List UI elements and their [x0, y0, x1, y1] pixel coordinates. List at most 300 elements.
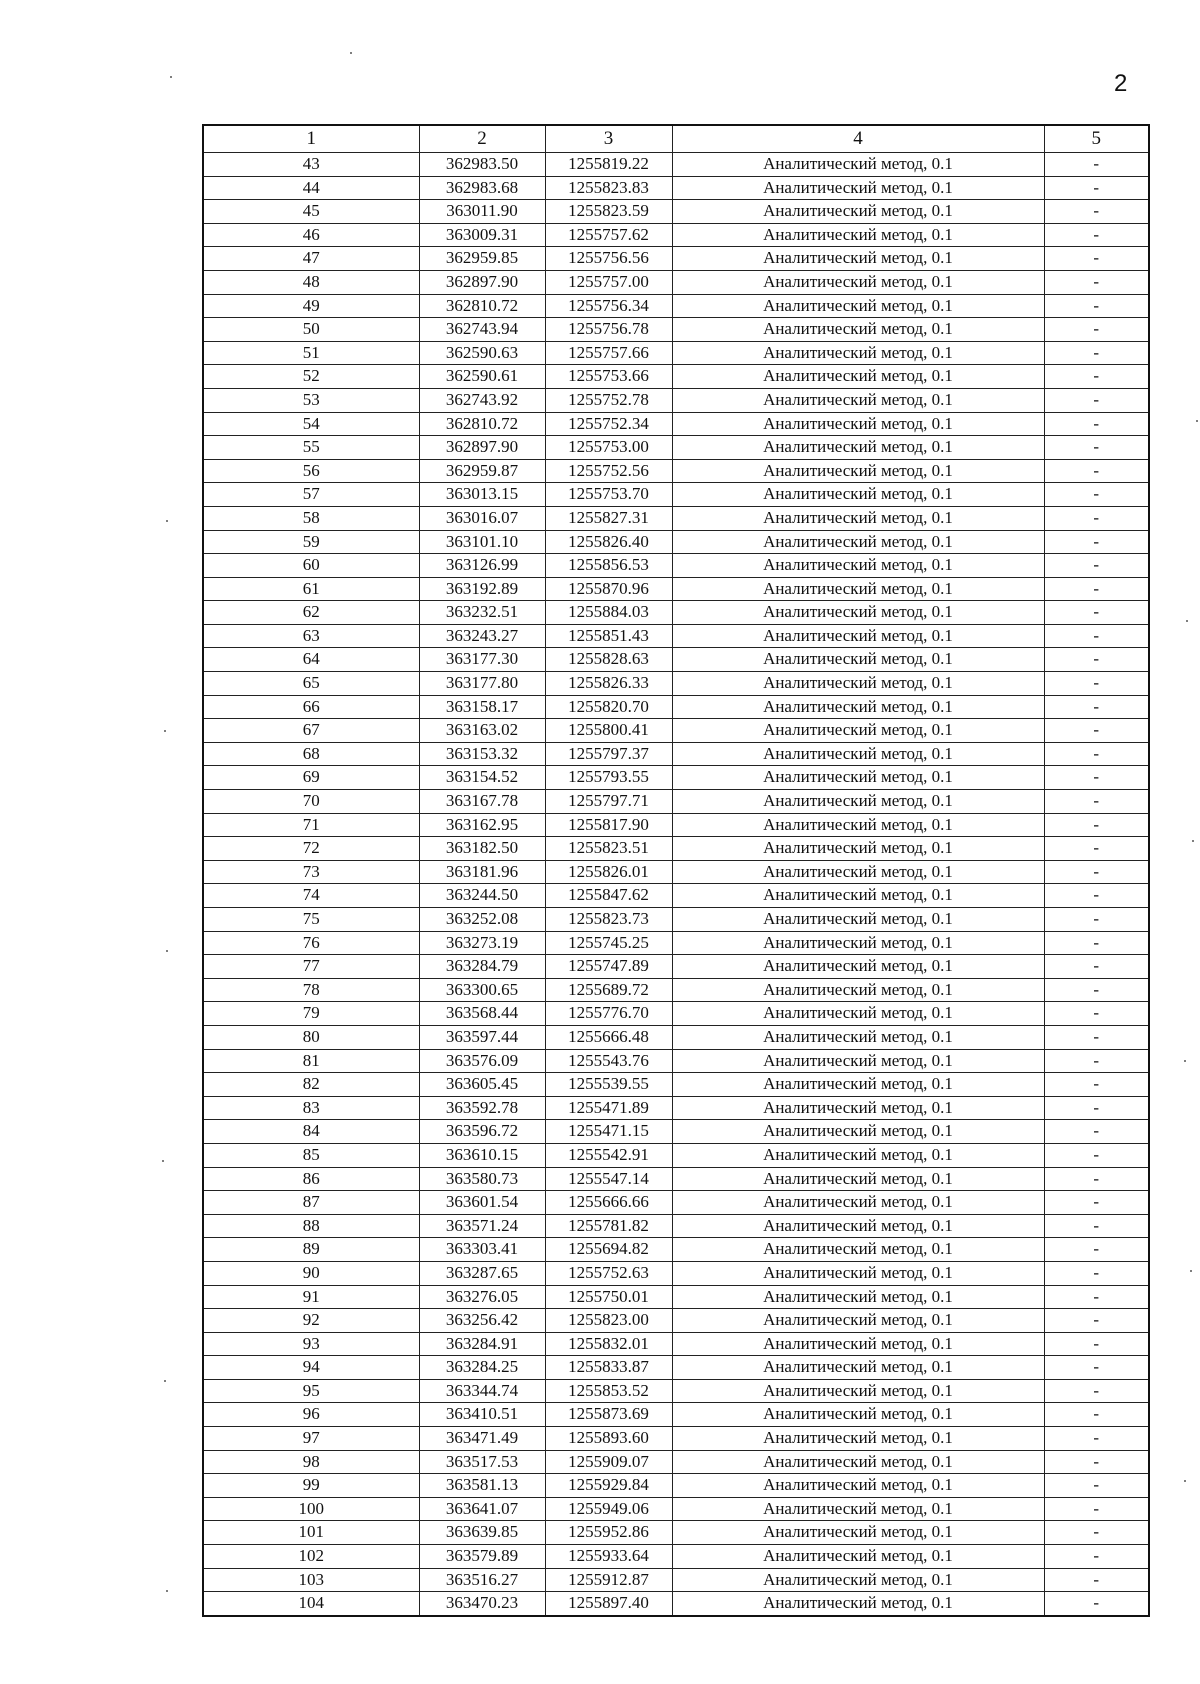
note-cell: - — [1044, 1545, 1149, 1569]
method-cell: Аналитический метод, 0.1 — [672, 577, 1044, 601]
y-coordinate-cell: 1255832.01 — [545, 1332, 672, 1356]
x-coordinate-cell: 363303.41 — [419, 1238, 545, 1262]
note-cell: - — [1044, 1143, 1149, 1167]
note-cell: - — [1044, 648, 1149, 672]
note-cell: - — [1044, 1025, 1149, 1049]
x-coordinate-cell: 363470.23 — [419, 1592, 545, 1616]
row-number-cell: 103 — [203, 1568, 419, 1592]
note-cell: - — [1044, 955, 1149, 979]
row-number-cell: 79 — [203, 1002, 419, 1026]
row-number-cell: 83 — [203, 1096, 419, 1120]
table-row — [203, 459, 1149, 483]
y-coordinate-cell: 1255933.64 — [545, 1545, 672, 1569]
y-coordinate-cell: 1255757.62 — [545, 223, 672, 247]
y-coordinate-cell: 1255471.15 — [545, 1120, 672, 1144]
row-number-cell: 100 — [203, 1497, 419, 1521]
note-cell: - — [1044, 1309, 1149, 1333]
header-col-1: 1 — [203, 125, 419, 153]
note-cell: - — [1044, 672, 1149, 696]
note-cell: - — [1044, 908, 1149, 932]
method-cell: Аналитический метод, 0.1 — [672, 1214, 1044, 1238]
method-cell: Аналитический метод, 0.1 — [672, 294, 1044, 318]
x-coordinate-cell: 363126.99 — [419, 554, 545, 578]
row-number-cell: 101 — [203, 1521, 419, 1545]
row-number-cell: 72 — [203, 837, 419, 861]
row-number-cell: 97 — [203, 1427, 419, 1451]
table-row — [203, 742, 1149, 766]
method-cell: Аналитический метод, 0.1 — [672, 247, 1044, 271]
note-cell: - — [1044, 742, 1149, 766]
row-number-cell: 62 — [203, 601, 419, 625]
row-number-cell: 75 — [203, 908, 419, 932]
table-row — [203, 1167, 1149, 1191]
x-coordinate-cell: 363273.19 — [419, 931, 545, 955]
scan-speck — [1186, 620, 1188, 622]
note-cell: - — [1044, 554, 1149, 578]
method-cell: Аналитический метод, 0.1 — [672, 1096, 1044, 1120]
note-cell: - — [1044, 1191, 1149, 1215]
row-number-cell: 53 — [203, 388, 419, 412]
table-row — [203, 672, 1149, 696]
table-row — [203, 1545, 1149, 1569]
method-cell: Аналитический метод, 0.1 — [672, 412, 1044, 436]
table-row — [203, 837, 1149, 861]
note-cell: - — [1044, 223, 1149, 247]
table-row — [203, 1096, 1149, 1120]
table-row — [203, 1002, 1149, 1026]
method-cell: Аналитический метод, 0.1 — [672, 908, 1044, 932]
row-number-cell: 91 — [203, 1285, 419, 1309]
y-coordinate-cell: 1255666.48 — [545, 1025, 672, 1049]
x-coordinate-cell: 363568.44 — [419, 1002, 545, 1026]
y-coordinate-cell: 1255753.00 — [545, 436, 672, 460]
x-coordinate-cell: 363410.51 — [419, 1403, 545, 1427]
row-number-cell: 47 — [203, 247, 419, 271]
table-row — [203, 270, 1149, 294]
row-number-cell: 90 — [203, 1261, 419, 1285]
table-row — [203, 1261, 1149, 1285]
table-row — [203, 884, 1149, 908]
x-coordinate-cell: 363596.72 — [419, 1120, 545, 1144]
table-row — [203, 1427, 1149, 1451]
method-cell: Аналитический метод, 0.1 — [672, 1261, 1044, 1285]
note-cell: - — [1044, 860, 1149, 884]
row-number-cell: 48 — [203, 270, 419, 294]
page-number: 2 — [1114, 70, 1128, 97]
method-cell: Аналитический метод, 0.1 — [672, 1238, 1044, 1262]
y-coordinate-cell: 1255547.14 — [545, 1167, 672, 1191]
table-row — [203, 1143, 1149, 1167]
method-cell: Аналитический метод, 0.1 — [672, 672, 1044, 696]
note-cell: - — [1044, 459, 1149, 483]
row-number-cell: 93 — [203, 1332, 419, 1356]
table-row — [203, 223, 1149, 247]
table-row — [203, 176, 1149, 200]
method-cell: Аналитический метод, 0.1 — [672, 200, 1044, 224]
x-coordinate-cell: 363181.96 — [419, 860, 545, 884]
table-row — [203, 648, 1149, 672]
method-cell: Аналитический метод, 0.1 — [672, 270, 1044, 294]
x-coordinate-cell: 363284.79 — [419, 955, 545, 979]
x-coordinate-cell: 363516.27 — [419, 1568, 545, 1592]
method-cell: Аналитический метод, 0.1 — [672, 860, 1044, 884]
method-cell: Аналитический метод, 0.1 — [672, 624, 1044, 648]
row-number-cell: 88 — [203, 1214, 419, 1238]
x-coordinate-cell: 362959.85 — [419, 247, 545, 271]
scan-speck — [166, 1590, 168, 1592]
y-coordinate-cell: 1255543.76 — [545, 1049, 672, 1073]
coordinates-table — [202, 124, 1150, 1617]
x-coordinate-cell: 363581.13 — [419, 1474, 545, 1498]
method-cell: Аналитический метод, 0.1 — [672, 1403, 1044, 1427]
note-cell: - — [1044, 1332, 1149, 1356]
x-coordinate-cell: 362983.50 — [419, 153, 545, 177]
method-cell: Аналитический метод, 0.1 — [672, 978, 1044, 1002]
method-cell: Аналитический метод, 0.1 — [672, 1474, 1044, 1498]
table-row — [203, 1049, 1149, 1073]
y-coordinate-cell: 1255827.31 — [545, 506, 672, 530]
method-cell: Аналитический метод, 0.1 — [672, 601, 1044, 625]
method-cell: Аналитический метод, 0.1 — [672, 1025, 1044, 1049]
y-coordinate-cell: 1255797.37 — [545, 742, 672, 766]
row-number-cell: 50 — [203, 318, 419, 342]
row-number-cell: 73 — [203, 860, 419, 884]
x-coordinate-cell: 363641.07 — [419, 1497, 545, 1521]
row-number-cell: 67 — [203, 719, 419, 743]
table-row — [203, 388, 1149, 412]
table-row — [203, 365, 1149, 389]
x-coordinate-cell: 363576.09 — [419, 1049, 545, 1073]
table-row — [203, 1073, 1149, 1097]
table-row — [203, 1120, 1149, 1144]
table-row — [203, 554, 1149, 578]
note-cell: - — [1044, 1214, 1149, 1238]
table-row — [203, 1285, 1149, 1309]
row-number-cell: 81 — [203, 1049, 419, 1073]
method-cell: Аналитический метод, 0.1 — [672, 1073, 1044, 1097]
x-coordinate-cell: 363300.65 — [419, 978, 545, 1002]
row-number-cell: 82 — [203, 1073, 419, 1097]
y-coordinate-cell: 1255823.00 — [545, 1309, 672, 1333]
y-coordinate-cell: 1255823.59 — [545, 200, 672, 224]
note-cell: - — [1044, 1568, 1149, 1592]
note-cell: - — [1044, 1261, 1149, 1285]
note-cell: - — [1044, 1049, 1149, 1073]
note-cell: - — [1044, 1167, 1149, 1191]
scan-speck — [164, 730, 166, 732]
note-cell: - — [1044, 1592, 1149, 1616]
row-number-cell: 89 — [203, 1238, 419, 1262]
y-coordinate-cell: 1255909.07 — [545, 1450, 672, 1474]
x-coordinate-cell: 363605.45 — [419, 1073, 545, 1097]
y-coordinate-cell: 1255745.25 — [545, 931, 672, 955]
table-row — [203, 1403, 1149, 1427]
y-coordinate-cell: 1255797.71 — [545, 790, 672, 814]
method-cell: Аналитический метод, 0.1 — [672, 1497, 1044, 1521]
row-number-cell: 86 — [203, 1167, 419, 1191]
scan-speck — [1184, 1480, 1186, 1482]
note-cell: - — [1044, 153, 1149, 177]
table-row — [203, 1521, 1149, 1545]
y-coordinate-cell: 1255826.01 — [545, 860, 672, 884]
note-cell: - — [1044, 176, 1149, 200]
note-cell: - — [1044, 483, 1149, 507]
x-coordinate-cell: 363244.50 — [419, 884, 545, 908]
x-coordinate-cell: 363256.42 — [419, 1309, 545, 1333]
note-cell: - — [1044, 318, 1149, 342]
method-cell: Аналитический метод, 0.1 — [672, 1545, 1044, 1569]
method-cell: Аналитический метод, 0.1 — [672, 153, 1044, 177]
table-row — [203, 1568, 1149, 1592]
row-number-cell: 49 — [203, 294, 419, 318]
row-number-cell: 104 — [203, 1592, 419, 1616]
method-cell: Аналитический метод, 0.1 — [672, 1592, 1044, 1616]
table-row — [203, 483, 1149, 507]
x-coordinate-cell: 363344.74 — [419, 1379, 545, 1403]
method-cell: Аналитический метод, 0.1 — [672, 506, 1044, 530]
y-coordinate-cell: 1255750.01 — [545, 1285, 672, 1309]
x-coordinate-cell: 363162.95 — [419, 813, 545, 837]
method-cell: Аналитический метод, 0.1 — [672, 1191, 1044, 1215]
x-coordinate-cell: 363167.78 — [419, 790, 545, 814]
y-coordinate-cell: 1255873.69 — [545, 1403, 672, 1427]
note-cell: - — [1044, 790, 1149, 814]
y-coordinate-cell: 1255793.55 — [545, 766, 672, 790]
y-coordinate-cell: 1255823.51 — [545, 837, 672, 861]
y-coordinate-cell: 1255823.73 — [545, 908, 672, 932]
table-row — [203, 860, 1149, 884]
note-cell: - — [1044, 388, 1149, 412]
note-cell: - — [1044, 884, 1149, 908]
method-cell: Аналитический метод, 0.1 — [672, 1120, 1044, 1144]
method-cell: Аналитический метод, 0.1 — [672, 1521, 1044, 1545]
x-coordinate-cell: 362743.94 — [419, 318, 545, 342]
y-coordinate-cell: 1255856.53 — [545, 554, 672, 578]
x-coordinate-cell: 363639.85 — [419, 1521, 545, 1545]
row-number-cell: 58 — [203, 506, 419, 530]
x-coordinate-cell: 363580.73 — [419, 1167, 545, 1191]
y-coordinate-cell: 1255897.40 — [545, 1592, 672, 1616]
y-coordinate-cell: 1255819.22 — [545, 153, 672, 177]
row-number-cell: 70 — [203, 790, 419, 814]
table-row — [203, 341, 1149, 365]
x-coordinate-cell: 363101.10 — [419, 530, 545, 554]
x-coordinate-cell: 363016.07 — [419, 506, 545, 530]
y-coordinate-cell: 1255929.84 — [545, 1474, 672, 1498]
row-number-cell: 102 — [203, 1545, 419, 1569]
method-cell: Аналитический метод, 0.1 — [672, 436, 1044, 460]
table-row — [203, 294, 1149, 318]
table-row — [203, 1450, 1149, 1474]
x-coordinate-cell: 362810.72 — [419, 412, 545, 436]
row-number-cell: 61 — [203, 577, 419, 601]
method-cell: Аналитический метод, 0.1 — [672, 931, 1044, 955]
note-cell: - — [1044, 1474, 1149, 1498]
y-coordinate-cell: 1255776.70 — [545, 1002, 672, 1026]
x-coordinate-cell: 363592.78 — [419, 1096, 545, 1120]
y-coordinate-cell: 1255752.56 — [545, 459, 672, 483]
x-coordinate-cell: 363287.65 — [419, 1261, 545, 1285]
y-coordinate-cell: 1255752.63 — [545, 1261, 672, 1285]
y-coordinate-cell: 1255752.78 — [545, 388, 672, 412]
table-row — [203, 1309, 1149, 1333]
y-coordinate-cell: 1255753.70 — [545, 483, 672, 507]
note-cell: - — [1044, 270, 1149, 294]
scan-speck — [164, 1380, 166, 1382]
method-cell: Аналитический метод, 0.1 — [672, 955, 1044, 979]
note-cell: - — [1044, 1073, 1149, 1097]
y-coordinate-cell: 1255756.56 — [545, 247, 672, 271]
x-coordinate-cell: 363610.15 — [419, 1143, 545, 1167]
method-cell: Аналитический метод, 0.1 — [672, 388, 1044, 412]
x-coordinate-cell: 363601.54 — [419, 1191, 545, 1215]
y-coordinate-cell: 1255753.66 — [545, 365, 672, 389]
row-number-cell: 45 — [203, 200, 419, 224]
table-row — [203, 1332, 1149, 1356]
note-cell: - — [1044, 1002, 1149, 1026]
y-coordinate-cell: 1255781.82 — [545, 1214, 672, 1238]
note-cell: - — [1044, 1379, 1149, 1403]
x-coordinate-cell: 363013.15 — [419, 483, 545, 507]
table-row — [203, 1497, 1149, 1521]
table-row — [203, 1592, 1149, 1616]
header-col-2: 2 — [419, 125, 545, 153]
row-number-cell: 69 — [203, 766, 419, 790]
method-cell: Аналитический метод, 0.1 — [672, 1167, 1044, 1191]
method-cell: Аналитический метод, 0.1 — [672, 1356, 1044, 1380]
x-coordinate-cell: 363232.51 — [419, 601, 545, 625]
table-row — [203, 530, 1149, 554]
table-body — [203, 153, 1149, 1616]
note-cell: - — [1044, 365, 1149, 389]
x-coordinate-cell: 362897.90 — [419, 270, 545, 294]
y-coordinate-cell: 1255912.87 — [545, 1568, 672, 1592]
y-coordinate-cell: 1255757.66 — [545, 341, 672, 365]
x-coordinate-cell: 363158.17 — [419, 695, 545, 719]
table-row — [203, 1379, 1149, 1403]
method-cell: Аналитический метод, 0.1 — [672, 365, 1044, 389]
scan-speck — [166, 950, 168, 952]
note-cell: - — [1044, 412, 1149, 436]
x-coordinate-cell: 362983.68 — [419, 176, 545, 200]
row-number-cell: 52 — [203, 365, 419, 389]
note-cell: - — [1044, 931, 1149, 955]
x-coordinate-cell: 363154.52 — [419, 766, 545, 790]
y-coordinate-cell: 1255756.78 — [545, 318, 672, 342]
note-cell: - — [1044, 601, 1149, 625]
x-coordinate-cell: 362590.61 — [419, 365, 545, 389]
row-number-cell: 71 — [203, 813, 419, 837]
note-cell: - — [1044, 1427, 1149, 1451]
header-col-5: 5 — [1044, 125, 1149, 153]
x-coordinate-cell: 362810.72 — [419, 294, 545, 318]
x-coordinate-cell: 363243.27 — [419, 624, 545, 648]
y-coordinate-cell: 1255826.33 — [545, 672, 672, 696]
scan-speck — [1196, 420, 1198, 422]
y-coordinate-cell: 1255689.72 — [545, 978, 672, 1002]
y-coordinate-cell: 1255884.03 — [545, 601, 672, 625]
method-cell: Аналитический метод, 0.1 — [672, 530, 1044, 554]
method-cell: Аналитический метод, 0.1 — [672, 459, 1044, 483]
y-coordinate-cell: 1255800.41 — [545, 719, 672, 743]
scan-speck — [1190, 1270, 1192, 1272]
y-coordinate-cell: 1255952.86 — [545, 1521, 672, 1545]
row-number-cell: 92 — [203, 1309, 419, 1333]
method-cell: Аналитический метод, 0.1 — [672, 223, 1044, 247]
method-cell: Аналитический метод, 0.1 — [672, 884, 1044, 908]
note-cell: - — [1044, 294, 1149, 318]
y-coordinate-cell: 1255823.83 — [545, 176, 672, 200]
table-row — [203, 1474, 1149, 1498]
method-cell: Аналитический метод, 0.1 — [672, 695, 1044, 719]
method-cell: Аналитический метод, 0.1 — [672, 554, 1044, 578]
table-row — [203, 719, 1149, 743]
y-coordinate-cell: 1255747.89 — [545, 955, 672, 979]
method-cell: Аналитический метод, 0.1 — [672, 837, 1044, 861]
method-cell: Аналитический метод, 0.1 — [672, 1285, 1044, 1309]
y-coordinate-cell: 1255539.55 — [545, 1073, 672, 1097]
row-number-cell: 64 — [203, 648, 419, 672]
row-number-cell: 74 — [203, 884, 419, 908]
table-row — [203, 1191, 1149, 1215]
method-cell: Аналитический метод, 0.1 — [672, 176, 1044, 200]
method-cell: Аналитический метод, 0.1 — [672, 1002, 1044, 1026]
y-coordinate-cell: 1255847.62 — [545, 884, 672, 908]
method-cell: Аналитический метод, 0.1 — [672, 1568, 1044, 1592]
y-coordinate-cell: 1255694.82 — [545, 1238, 672, 1262]
row-number-cell: 68 — [203, 742, 419, 766]
y-coordinate-cell: 1255853.52 — [545, 1379, 672, 1403]
table-row — [203, 1214, 1149, 1238]
x-coordinate-cell: 363177.30 — [419, 648, 545, 672]
note-cell: - — [1044, 1238, 1149, 1262]
y-coordinate-cell: 1255826.40 — [545, 530, 672, 554]
y-coordinate-cell: 1255828.63 — [545, 648, 672, 672]
y-coordinate-cell: 1255471.89 — [545, 1096, 672, 1120]
row-number-cell: 63 — [203, 624, 419, 648]
row-number-cell: 84 — [203, 1120, 419, 1144]
header-col-4: 4 — [672, 125, 1044, 153]
table-row — [203, 247, 1149, 271]
y-coordinate-cell: 1255949.06 — [545, 1497, 672, 1521]
table-row — [203, 577, 1149, 601]
scan-speck — [350, 52, 352, 54]
x-coordinate-cell: 363284.25 — [419, 1356, 545, 1380]
table-row — [203, 931, 1149, 955]
note-cell: - — [1044, 978, 1149, 1002]
table-row — [203, 766, 1149, 790]
note-cell: - — [1044, 1497, 1149, 1521]
note-cell: - — [1044, 247, 1149, 271]
y-coordinate-cell: 1255756.34 — [545, 294, 672, 318]
method-cell: Аналитический метод, 0.1 — [672, 1143, 1044, 1167]
method-cell: Аналитический метод, 0.1 — [672, 1379, 1044, 1403]
y-coordinate-cell: 1255666.66 — [545, 1191, 672, 1215]
method-cell: Аналитический метод, 0.1 — [672, 790, 1044, 814]
note-cell: - — [1044, 1356, 1149, 1380]
note-cell: - — [1044, 341, 1149, 365]
table-row — [203, 978, 1149, 1002]
row-number-cell: 94 — [203, 1356, 419, 1380]
table-row — [203, 624, 1149, 648]
note-cell: - — [1044, 1120, 1149, 1144]
table-header-row — [203, 125, 1149, 153]
table-row — [203, 200, 1149, 224]
method-cell: Аналитический метод, 0.1 — [672, 719, 1044, 743]
x-coordinate-cell: 363276.05 — [419, 1285, 545, 1309]
x-coordinate-cell: 362897.90 — [419, 436, 545, 460]
row-number-cell: 87 — [203, 1191, 419, 1215]
